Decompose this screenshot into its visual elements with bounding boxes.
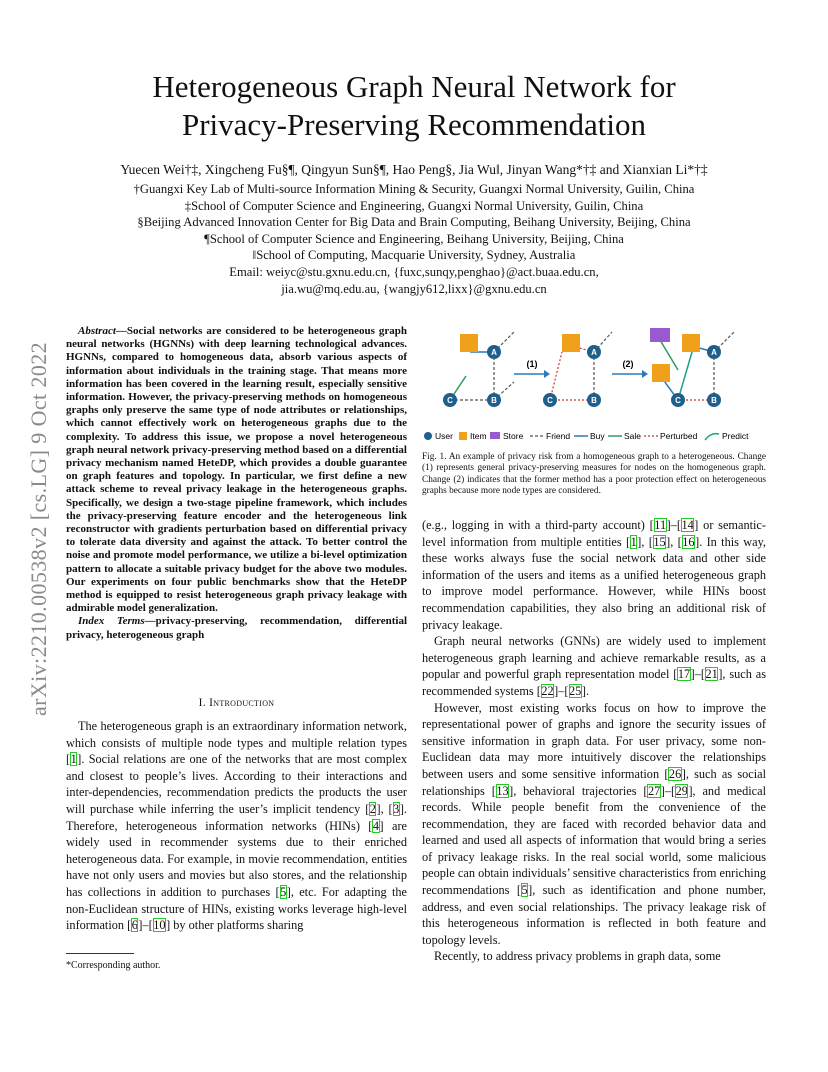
affiliation-2: ‡School of Computer Science and Engineering, Guangxi Normal University, Guilin, China xyxy=(184,198,644,213)
item-icon xyxy=(459,432,467,440)
paper-title xyxy=(0,68,828,144)
footnote: *Corresponding author. xyxy=(66,960,161,971)
svg-text:B: B xyxy=(591,396,597,405)
svg-text:C: C xyxy=(447,396,453,405)
citation-link[interactable]: 17 xyxy=(677,667,691,682)
citation-link[interactable]: 5 xyxy=(280,884,287,899)
title-line-1: Heterogeneous Graph Neural Network for xyxy=(152,69,676,104)
legend-store: Store xyxy=(503,431,524,441)
citation-link[interactable]: 2 xyxy=(369,801,376,816)
legend-perturbed: Perturbed xyxy=(660,431,698,441)
affiliations xyxy=(0,181,828,297)
legend-friend: Friend xyxy=(546,431,571,441)
citation-link[interactable]: 13 xyxy=(496,783,509,798)
citation-link[interactable]: 21 xyxy=(705,667,718,682)
citation-link[interactable]: 11 xyxy=(654,518,667,532)
citation-link[interactable]: 4 xyxy=(372,818,380,833)
affiliation-1: †Guangxi Key Lab of Multi-source Information Mining & Security, Guangxi Normal University, Guilin, China xyxy=(133,182,695,196)
legend-sale: Sale xyxy=(624,431,642,441)
legend-user: User xyxy=(435,431,453,441)
arxiv-stamp-text: arXiv:2210.00538v2 [cs.LG] 9 Oct 2022 xyxy=(26,341,51,717)
figure-1-graphic xyxy=(422,322,766,450)
arxiv-stamp xyxy=(22,298,56,760)
legend-buy: Buy xyxy=(590,431,605,441)
abstract-label: Abstract— xyxy=(78,325,127,337)
affiliation-3: §Beijing Advanced Innovation Center for Big Data and Brain Computing, Beihang University, Beijing, China xyxy=(137,215,691,230)
section-title: Introduction xyxy=(209,697,275,709)
abstract-text: Social networks are considered to be heterogeneous graph neural networks (HGNNs) with deep learning technological advances. HGNNs, compared to homogeneous data, absorb various aspects of information about individuals in the training stage. That means more information has been covered in the learning result, especially sensitive information. However, the privacy-preserving methods on homogeneous graphs only preserve the same type of node attributes or relationships, which cannot effectively work on heterogeneous graphs due to the complexity. To address this issue, we propose a novel heterogeneous graph neural network privacy-preserving method based on a differential privacy mechanism named HeteDP, which provides a double guarantee on graph features and topology. In particular, we first define a new attack scheme to reveal privacy leakage in the heterogeneous graphs. Specifically, we design a two-stage pipeline framework, which includes the privacy-preserving feature encoder and the heterogeneous link reconstructor with gradients perturbation based on differential privacy to tolerate data diversity and against the attack. To better control the noise and promote model performance, we utilize a bi-level optimization pattern to allocate a suitable privacy budget for the above two modules. Our experiments on four public benchmarks show that the HeteDP method is equipped to resist heterogeneous graph privacy leakage with admirable model generalization. xyxy=(66,325,407,615)
svg-text:B: B xyxy=(491,396,497,405)
section-heading xyxy=(66,697,407,709)
right-paragraph-1: (e.g., logging in with a third-party account) [11]–[14] or semantic-level information from multiple entities [1], [15], [16]. In this way, these works always fuse the social network data and other side information of the users and items as a unified heterogeneous graph to improve model performance. However, while HINs boost recommendation capabilities, they also bring an additional risk of privacy leakage. xyxy=(422,518,766,632)
abstract xyxy=(66,325,407,642)
citation-link[interactable]: 25 xyxy=(569,683,582,698)
store-node xyxy=(650,328,670,342)
footnote-rule xyxy=(66,953,134,954)
email-line-1: Email: weiyc@stu.gxnu.edu.cn, {fuxc,sunqy,penghao}@act.buaa.edu.cn, xyxy=(229,264,599,279)
abstract-paragraph xyxy=(66,325,407,615)
citation-link[interactable]: 14 xyxy=(681,518,694,532)
user-icon xyxy=(424,432,432,440)
citation-link[interactable]: 16 xyxy=(682,534,695,549)
right-column-text xyxy=(422,517,766,965)
citation-link[interactable]: 26 xyxy=(668,766,682,781)
figure-legend xyxy=(424,431,749,441)
citation-link[interactable]: 5 xyxy=(521,883,528,898)
section-number: I. xyxy=(198,697,206,709)
item-node xyxy=(460,334,478,352)
intro-paragraph-1: The heterogeneous graph is an extraordinary information network, which consists of multiple node types and multiple relation types [1]. Social relations are one of the networks that are most complex and closest to people’s lives. According to their interactions and inter-dependencies, recommendation predicts the products the user will purchase while inferring the user’s implicit tendency [2], [3]. Therefore, heterogeneous information networks (HINs) [4] are widely used in recommender systems due to their enriched heterogeneous data. For example, in movie recommendation, entities have not only users and movies but also stores, and the relationship has collections in addition to purchases [5], etc. For adapting the non-Euclidean structure of HINs, existing works leverage high-level information [6]–[10] by other platforms sharing xyxy=(66,719,407,933)
store-icon xyxy=(490,432,500,439)
legend-predict: Predict xyxy=(722,431,749,441)
affiliation-5: ‖School of Computing, Macquarie University, Sydney, Australia xyxy=(252,248,576,263)
svg-text:A: A xyxy=(711,348,717,357)
right-paragraph-3: However, most existing works focus on how to improve the representational power of graphs and ignore the security issues of sensitive information in graph data. For user privacy, some non-Euclidean data may more intuitively discover the relationships between users and some sensitive information [26], such as social relationships [13], behavioral trajectories [27]–[29], and medical records. While people benefit from the convenience of the recommendation, they are faced with recorded behavior data and learned and used all aspects of information that would bring a series of privacy leakage risks. In the real social world, some malicious people can obtain individuals’ sensitive characteristics from enriching recommendations [5], such as identification and phone number, address, and even social relationships. The privacy leakage risk of this heterogeneous information is reflected in both feature and topology levels. xyxy=(422,700,766,947)
citation-link[interactable]: 3 xyxy=(393,801,400,816)
figure-1 xyxy=(422,322,766,450)
panel-homogeneous xyxy=(543,332,612,407)
svg-text:A: A xyxy=(491,348,497,357)
introduction-text xyxy=(66,718,407,934)
index-terms-text: privacy-preserving, recommendation, differential privacy, heterogeneous graph xyxy=(66,615,407,641)
citation-link[interactable]: 15 xyxy=(653,534,666,549)
citation-link[interactable]: 1 xyxy=(630,534,637,549)
index-terms-label: Index Terms— xyxy=(78,615,156,628)
author-list xyxy=(0,161,828,178)
citation-link[interactable]: 6 xyxy=(131,918,138,933)
panel-original xyxy=(443,332,514,407)
svg-text:C: C xyxy=(547,396,553,405)
email-line-2: jia.wu@mq.edu.au, {wangjy612,lixx}@gxnu.edu.cn xyxy=(281,281,547,296)
change-1-label: (1) xyxy=(526,359,538,369)
figure-caption: Fig. 1. An example of privacy risk from a homogeneous graph to a heterogeneous. Change (1) represents general privacy-preserving measures for nodes on the homogeneous graph. Change (2) indicates that the former method has a poor protection effect on heterogeneous graphs because more node types are considered. xyxy=(422,452,766,496)
svg-text:A: A xyxy=(591,348,597,357)
citation-link[interactable]: 10 xyxy=(153,918,166,933)
right-paragraph-2: Graph neural networks (GNNs) are widely used to implement heterogeneous graph learning and achieve remarkable results, as a popular and powerful graph representation model [17]–[21], such as recommended systems [22]–[25]. xyxy=(422,634,766,698)
authors-line: Yuecen Wei†‡, Xingcheng Fu§¶, Qingyun Sun§¶, Hao Peng§, Jia Wu‖, Jinyan Wang*†‡ and Xianxian Li*†‡ xyxy=(120,162,708,177)
svg-text:C: C xyxy=(675,396,681,405)
citation-link[interactable]: 1 xyxy=(70,752,77,767)
title-line-2: Privacy-Preserving Recommendation xyxy=(181,107,647,142)
citation-link[interactable]: 29 xyxy=(675,783,688,798)
panel-heterogeneous xyxy=(650,328,734,407)
affiliation-4: ¶School of Computer Science and Engineering, Beihang University, Beijing, China xyxy=(204,231,624,246)
legend-item: Item xyxy=(470,431,487,441)
svg-text:B: B xyxy=(711,396,717,405)
citation-link[interactable]: 22 xyxy=(541,683,554,698)
citation-link[interactable]: 27 xyxy=(647,783,661,798)
index-terms xyxy=(66,615,407,641)
change-2-label: (2) xyxy=(622,359,634,369)
right-paragraph-4: Recently, to address privacy problems in graph data, some xyxy=(434,949,721,964)
